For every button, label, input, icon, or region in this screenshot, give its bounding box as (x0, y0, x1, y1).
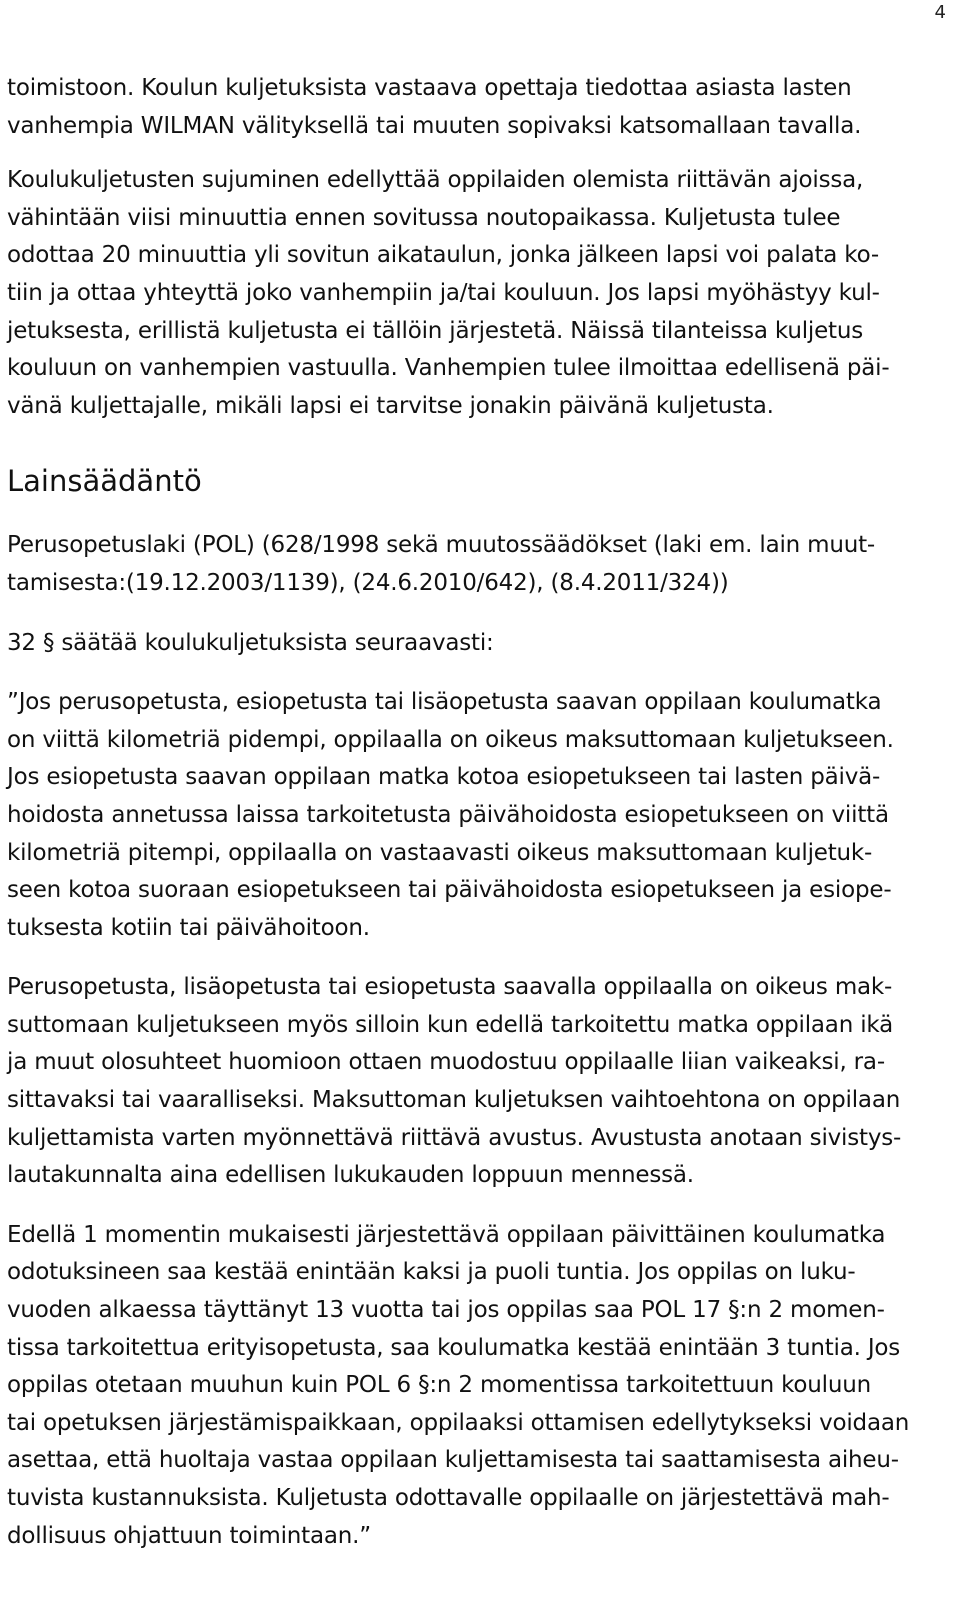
text-line: tissa tarkoitettua erityisopetusta, saa koulumatka kestää enintään 3 tuntia. Jos (7, 1334, 901, 1361)
text-line: on viittä kilometriä pidempi, oppilaalla on oikeus maksuttomaan kuljetukseen. (7, 726, 894, 753)
text-line: vähintään viisi minuuttia ennen sovitussa noutopaikassa. Kuljetusta tulee (7, 204, 841, 231)
text-line: oppilas otetaan muuhun kuin POL 6 §:n 2 momentissa tarkoitettuun kouluun (7, 1372, 872, 1399)
text-line: odotuksineen saa kestää enintään kaksi ja puoli tuntia. Jos oppilas on luku- (7, 1259, 856, 1286)
section-heading-legislation: Lainsäädäntö (7, 464, 202, 499)
page-number: 4 (934, 2, 946, 23)
text-line: suttomaan kuljetukseen myös silloin kun edellä tarkoitettu matka oppilaan ikä (7, 1011, 893, 1038)
text-line: ja muut olosuhteet huomioon ottaen muodostuu oppilaalle liian vaikeaksi, ra- (7, 1049, 885, 1076)
text-line: tamisesta:(19.12.2003/1139), (24.6.2010/642), (8.4.2011/324)) (7, 569, 729, 596)
text-line: lautakunnalta aina edellisen lukukauden loppuun mennessä. (7, 1162, 694, 1189)
text-line: hoidosta annetussa laissa tarkoitetusta päivähoidosta esiopetukseen on viittä (7, 801, 889, 828)
text-line: vanhempia WILMAN välityksellä tai muuten sopivaksi katsomallaan tavalla. (7, 112, 862, 139)
text-line: asettaa, että huoltaja vastaa oppilaan kuljettamisesta tai saattamisesta aiheu- (7, 1447, 899, 1474)
text-line: 32 § säätää koulukuljetuksista seuraavasti: (7, 629, 494, 656)
text-line: kouluun on vanhempien vastuulla. Vanhempien tulee ilmoittaa edellisenä päi- (7, 355, 890, 382)
text-line: tuksesta kotiin tai päivähoitoon. (7, 914, 370, 941)
text-line: odottaa 20 minuuttia yli sovitun aikataulun, jonka jälkeen lapsi voi palata ko- (7, 242, 879, 269)
text-line: kilometriä pitempi, oppilaalla on vastaavasti oikeus maksuttomaan kuljetuk- (7, 839, 873, 866)
text-line: Koulukuljetusten sujuminen edellyttää oppilaiden olemista riittävän ajoissa, (7, 167, 864, 194)
paragraph-wilma-notice (7, 70, 947, 145)
text-line: ”Jos perusopetusta, esiopetusta tai lisäopetusta saavan oppilaan koulumatka (7, 689, 882, 716)
text-line: Perusopetusta, lisäopetusta tai esiopetusta saavalla oppilaalla on oikeus mak- (7, 974, 893, 1001)
paragraph-pickup-rules (7, 162, 947, 425)
text-line: Edellä 1 momentin mukaisesti järjestettävä oppilaan päivittäinen koulumatka (7, 1221, 886, 1248)
text-line: Perusopetuslaki (POL) (628/1998 sekä muutossäädökset (laki em. lain muut- (7, 532, 876, 559)
document-body (7, 70, 947, 1555)
text-line: tiin ja ottaa yhteyttä joko vanhempiin ja/tai kouluun. Jos lapsi myöhästyy kul- (7, 279, 880, 306)
paragraph-section-intro (7, 625, 947, 663)
text-line: Jos esiopetusta saavan oppilaan matka kotoa esiopetukseen tai lasten päivä- (7, 764, 881, 791)
text-line: seen kotoa suoraan esiopetukseen tai päivähoidosta esiopetukseen ja esiope- (7, 877, 892, 904)
text-line: tuvista kustannuksista. Kuljetusta odottavalle oppilaalle on järjestettävä mah- (7, 1485, 890, 1511)
text-line: dollisuus ohjattuun toimintaan.” (7, 1522, 371, 1549)
text-line: kuljettamista varten myönnettävä riittävä avustus. Avustusta anotaan sivistys- (7, 1124, 902, 1151)
text-line: vänä kuljettajalle, mikäli lapsi ei tarvitse jonakin päivänä kuljetusta. (7, 392, 774, 419)
text-line: sittavaksi tai vaaralliseksi. Maksuttoman kuljetuksen vaihtoehtona on oppilaan (7, 1087, 901, 1114)
paragraph-quote-travel-time (7, 1217, 947, 1555)
paragraph-quote-distance (7, 684, 947, 947)
text-line: jetuksesta, erillistä kuljetusta ei tällöin järjestetä. Näissä tilanteissa kuljetus (7, 317, 864, 344)
paragraph-law-reference (7, 527, 947, 602)
text-line: vuoden alkaessa täyttänyt 13 vuotta tai jos oppilas saa POL 17 §:n 2 momen- (7, 1297, 885, 1324)
text-line: toimistoon. Koulun kuljetuksista vastaava opettaja tiedottaa asiasta lasten (7, 75, 852, 101)
paragraph-quote-dangerous-route (7, 969, 947, 1195)
text-line: tai opetuksen järjestämispaikkaan, oppilaaksi ottamisen edellytykseksi voidaan (7, 1409, 910, 1436)
